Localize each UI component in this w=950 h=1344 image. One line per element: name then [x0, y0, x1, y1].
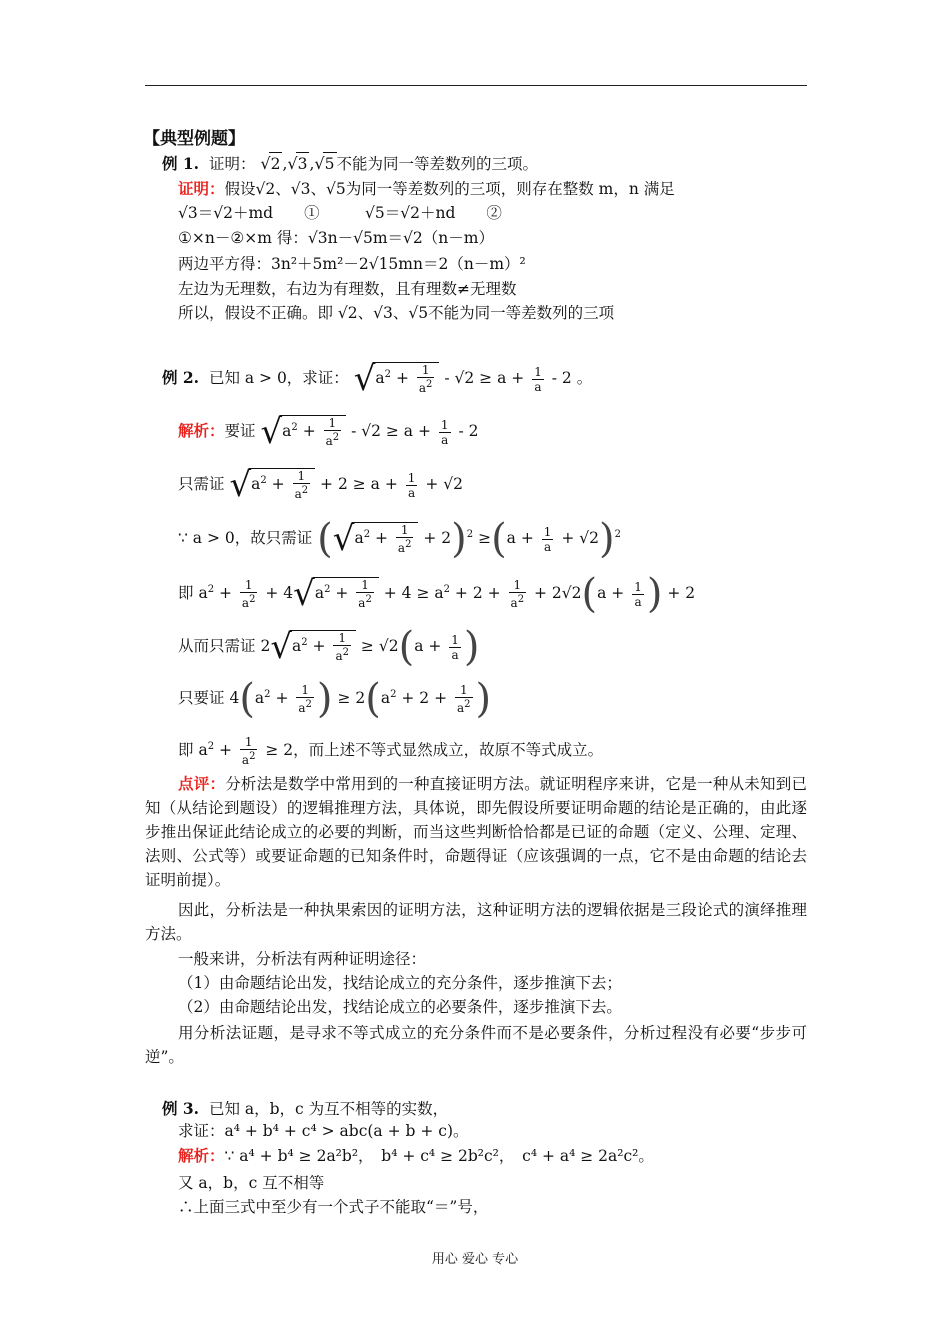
analysis-label: 解析：: [178, 421, 225, 440]
analysis-line-3: ∵ a > 0，故只需证 ($√a^2$ + $\frac{1}{a^2}$ + 2)$^2$ ≥(a + $\frac{1}{a}$ + √2)$^2$: [178, 516, 621, 562]
section-heading: 【典型例题】: [143, 129, 245, 149]
way-2: （2）由命题结论出发，找结论成立的必要条件，逐步推演下去。: [178, 998, 622, 1016]
example-3-label: 例 3.: [162, 1099, 200, 1118]
example-1-label: 例 1.: [162, 154, 200, 173]
example-1-proof-line: 证明：假设√2、√3、√5为同一等差数列的三项，则存在整数 m，n 满足: [178, 179, 675, 198]
example-3-line-3: ∴上面三式中至少有一个式子不能取“＝”号，: [178, 1198, 489, 1216]
example-3-prove: 求证：a⁴ + b⁴ + c⁴ > abc(a + b + c)。: [178, 1122, 469, 1140]
way-1: （1）由命题结论出发，找结论成立的充分条件，逐步推演下去；: [178, 974, 622, 992]
analysis-line-5: 从而只需证 $2√a^2$ + $\frac{1}{a^2}$ ≥ √2(a + $\frac{1}{a}$ ): [178, 624, 480, 670]
example-3-line-2: 又 a，b，c 互不相等: [178, 1174, 325, 1192]
proof-step-4: 所以，假设不正确。即 √2、√3、√5不能为同一等差数列的三项: [178, 304, 615, 322]
example-3-analysis-label: 解析：: [178, 1146, 225, 1165]
proof-step-3: 左边为无理数，右边为有理数，且有理数≠无理数: [178, 280, 517, 298]
proof-step-1: ①×n－②×m 得：√3n－√5m＝√2（n－m）: [178, 229, 494, 247]
proof-step-2: 两边平方得：3n²＋5m²－2√15mn＝2（n－m）²: [178, 255, 526, 273]
paragraph-3: 一般来讲，分析法有两种证明途径：: [178, 950, 427, 968]
equation-1: √3＝√2＋md ①: [178, 204, 320, 222]
proof-label: 证明：: [178, 179, 225, 198]
example-2-statement: 例 2. 已知 a > 0，求证： $√a^2$ + $\frac{1}{a^2}$ - √2 ≥ a + $\frac{1}{a}$ - 2 。: [162, 359, 593, 399]
analysis-line-6: 只要证 $4(a^2$ + $\frac{1}{a^2}$ ) ≥ $2(a^2 + 2$ + $\frac{1}{a^2}$ ): [178, 676, 492, 722]
example-3-analysis: 解析：∵ a⁴ + b⁴ ≥ 2a²b²， b⁴ + c⁴ ≥ 2b²c²， c⁴ + a⁴ ≥ 2a²c²。: [178, 1146, 654, 1165]
analysis-line-4: 即 $a^2$ + $\frac{1}{a^2}$ + $4√a^2$ + $\frac{1}{a^2}$ + $4 \ge a^2 + 2$ + $\frac{1}{a^2}$ + 2√2(a + $\frac{1}{a}$ ) + 2: [178, 571, 696, 617]
analysis-line-2: 只需证 $√a^2$ + $\frac{1}{a^2}$ + 2 ≥ a + $\frac{1}{a}$ + √2: [178, 465, 463, 505]
example-3-statement: 例 3. 已知 a，b，c 为互不相等的实数，: [162, 1099, 449, 1118]
paragraph-2: 因此，分析法是一种执果索因的证明方法，这种证明方法的逻辑依据是三段论式的演绎推理方法。: [145, 901, 807, 943]
equation-2: √5＝√2＋nd ②: [365, 204, 502, 222]
analysis-line-7: 即 $a^2$ + $\frac{1}{a^2}$ ≥ 2，而上述不等式显然成立，故原不等式成立。: [178, 735, 604, 767]
analysis-line-1: 解析：要证 $√a^2$ + $\frac{1}{a^2}$ - √2 ≥ a + $\frac{1}{a}$ - 2: [178, 412, 479, 452]
top-rule: [145, 85, 807, 86]
comment-label: 点评：: [178, 774, 226, 793]
paragraph-4: 用分析法证题，是寻求不等式成立的充分条件而不是必要条件，分析过程没有必要“步步可逆”。: [145, 1024, 807, 1066]
example-2-label: 例 2.: [162, 368, 200, 387]
example-1-statement: 例 1. 证明： √2 ,√3 ,√5 不能为同一等差数列的三项。: [162, 154, 539, 173]
comment-paragraph: 点评：分析法是数学中常用到的一种直接证明方法。就证明程序来讲，它是一种从未知到已知（从结论到题设）的逻辑推理方法，具体说，即先假设所要证明命题的结论是正确的，由此逐步推出保证此结论成立的必要的判断，而当这些判断恰恰都是已证的命题（定义、公理、定理、法则、公式等）或要证命题的已知条件时，命题得证（应该强调的一点，它不是由命题的结论去证明前提）。: [145, 774, 807, 889]
page-footer: 用心 爱心 专心: [431, 1252, 519, 1267]
